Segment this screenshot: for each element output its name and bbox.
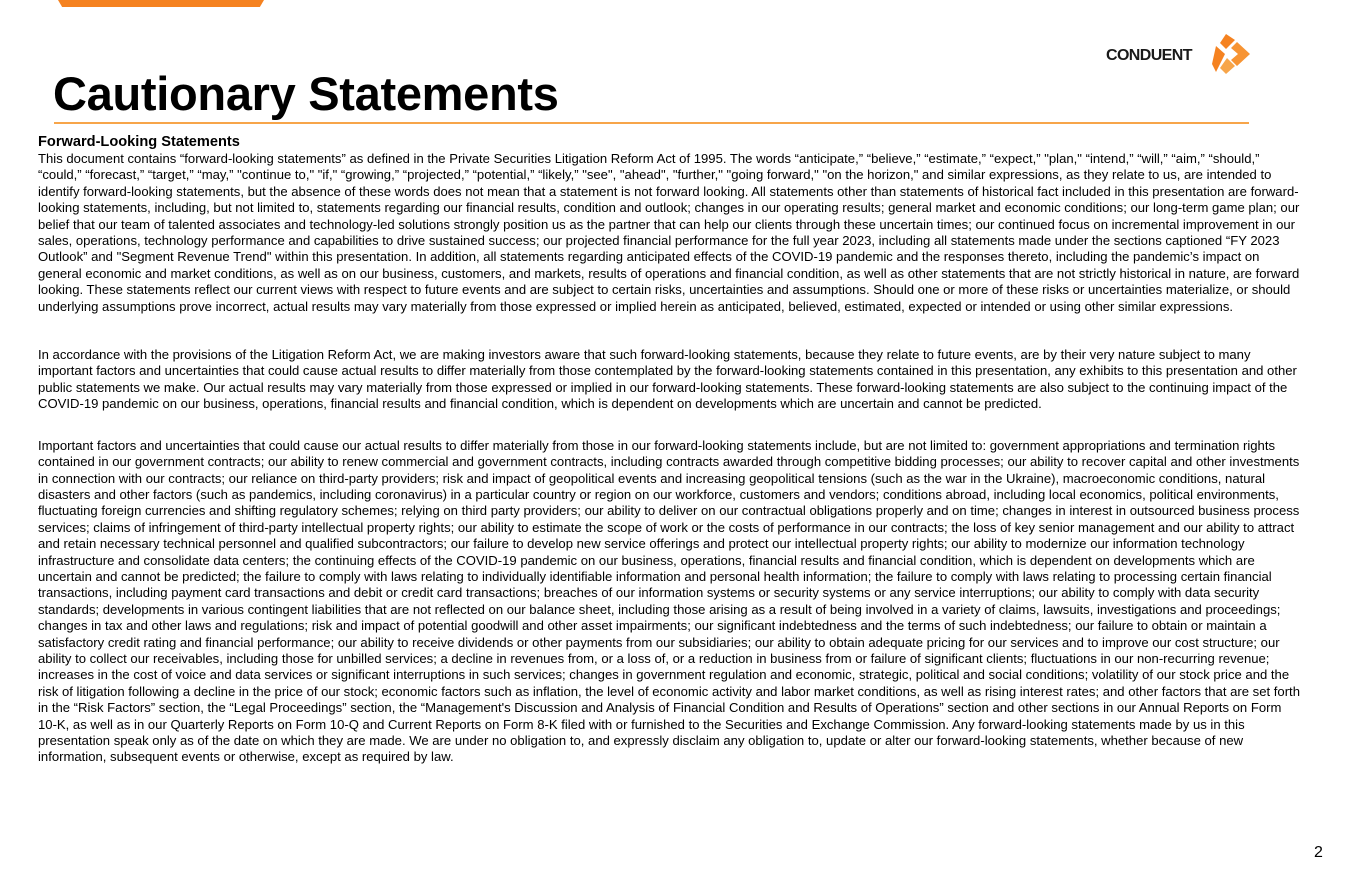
title-divider	[54, 122, 1249, 124]
conduent-logo	[1106, 34, 1251, 74]
logo-text: CONDUENT	[1106, 47, 1192, 64]
paragraph-forward-looking: This document contains “forward-looking statements” as defined in the Private Securities Litigation Reform Act of 1995. The words “anticipate,” “believe,” “estimate,” “expect,” "plan," “intend,” “will,” “aim,” “should,” “could,” “forecast,” “target,” “may,” "continue to," "if," “growing,” “projected,” “potential,” “likely,” "see", "ahead", "further," "going forward," "on the horizon," and similar expressions, as they relate to us, are intended to identify forward-looking statements, but the absence of these words does not mean that a statement is not forward looking. All statements other than statements of historical fact included in this presentation are forward-looking statements, including, but not limited to, statements regarding our financial results, condition and outlook; changes in our operating results; general market and economic conditions; our long-term game plan; our belief that our team of talented associates and technology-led solutions strongly position us as the partner that can help our clients through these uncertain times; our continued focus on incremental improvement in our sales, operations, technology performance and capabilities to drive sustained success; our projected financial performance for the full year 2023, including all statements made under the sections captioned “FY 2023 Outlook” and "Segment Revenue Trend" within this presentation. In addition, all statements regarding anticipated effects of the COVID-19 pandemic and the responses thereto, including the pandemic’s impact on general economic and market conditions, as well as on our business, customers, and markets, results of operations and financial condition, as well as other statements that are not strictly historical in nature, are forward looking. These statements reflect our current views with respect to future events and are subject to certain risks, uncertainties and assumptions. Should one or more of these risks or uncertainties materialize, or should underlying assumptions prove incorrect, actual results may vary materially from those expressed or implied herein as anticipated, believed, estimated, expected or intended or using other similar expressions.	[38, 151, 1300, 314]
section-heading: Forward-Looking Statements	[38, 134, 240, 150]
paragraph-risk-factors: Important factors and uncertainties that could cause our actual results to differ materially from those in our forward-looking statements include, but are not limited to: government appropriations and termination rights contained in our government contracts; our ability to renew commercial and government contracts, including contracts awarded through competitive bidding processes; our ability to recover capital and other investments in connection with our contracts; our reliance on third-party providers; risk and impact of geopolitical events and increasing geopolitical tensions (such as the war in the Ukraine), macroeconomic conditions, natural disasters and other factors (such as pandemics, including coronavirus) in a particular country or region on our workforce, customers and vendors; conditions abroad, including local economics, political environments, fluctuating foreign currencies and shifting regulatory schemes; relying on third party providers; our ability to deliver on our contractual obligations properly and on time; changes in interest in outsourced business process services; claims of infringement of third-party intellectual property rights; our ability to estimate the scope of work or the costs of performance in our contracts; the loss of key senior management and our ability to attract and retain necessary technical personnel and qualified subcontractors; our failure to develop new service offerings and protect our intellectual property rights; our ability to modernize our information technology infrastructure and consolidate data centers; the continuing effects of the COVID-19 pandemic on our business, operations, financial results and financial condition, which is dependent on developments which are uncertain and cannot be predicted; the failure to comply with laws relating to individually identifiable information and personal health information; the failure to comply with laws relating to processing certain financial transactions, including payment card transactions and debit or credit card transactions; breaches of our information systems or security systems or any service interruptions; our ability to comply with data security standards; developments in various contingent liabilities that are not reflected on our balance sheet, including those arising as a result of being involved in a variety of claims, lawsuits, investigations and proceedings; changes in tax and other laws and regulations; risk and impact of potential goodwill and other asset impairments; our significant indebtedness and the terms of such indebtedness; our failure to obtain or maintain a satisfactory credit rating and financial performance; our ability to receive dividends or other payments from our subsidiaries; our ability to obtain adequate pricing for our services and to improve our cost structure; our ability to collect our receivables, including those for unbilled services; a decline in revenues from, or a loss of, or a reduction in business from or failure of significant clients; fluctuations in our non-recurring revenue; increases in the cost of voice and data services or significant interruptions in such services; changes in government regulation and economic, strategic, political and social conditions; volatility of our stock price and the risk of litigation following a decline in the price of our stock; economic factors such as inflation, the level of economic activity and labor market conditions, as well as rising interest rates; and other factors that are set forth in the “Risk Factors” section, the “Legal Proceedings” section, the “Management's Discussion and Analysis of Financial Condition and Results of Operations” section and other sections in our Annual Reports on Form 10-K, as well as in our Quarterly Reports on Form 10-Q and Current Reports on Form 8-K filed with or furnished to the Securities and Exchange Commission. Any forward-looking statements made by us in this presentation speak only as of the date on which they are made. We are under no obligation to, and expressly disclaim any obligation to, update or alter our forward-looking statements, whether because of new information, subsequent events or otherwise, except as required by law.	[38, 437, 1300, 765]
disclaimer-content	[38, 133, 1302, 766]
slide-title: Cautionary Statements	[53, 67, 559, 121]
top-accent-bar	[58, 0, 264, 7]
conduent-logo-icon	[1210, 34, 1252, 74]
page-number: 2	[1314, 844, 1323, 861]
paragraph-reform-act: In accordance with the provisions of the Litigation Reform Act, we are making investors aware that such forward-looking statements, because they relate to future events, are by their very nature subject to many important factors and uncertainties that could cause actual results to differ materially from those contemplated by the forward-looking statements contained in this presentation, any exhibits to this presentation and other public statements we make. Our actual results may vary materially from those expressed or implied in our forward-looking statements. These forward-looking statements are also subject to the continuing impact of the COVID-19 pandemic on our business, operations, financial results and financial condition, which is dependent on developments which are uncertain and cannot be predicted.	[38, 347, 1297, 412]
